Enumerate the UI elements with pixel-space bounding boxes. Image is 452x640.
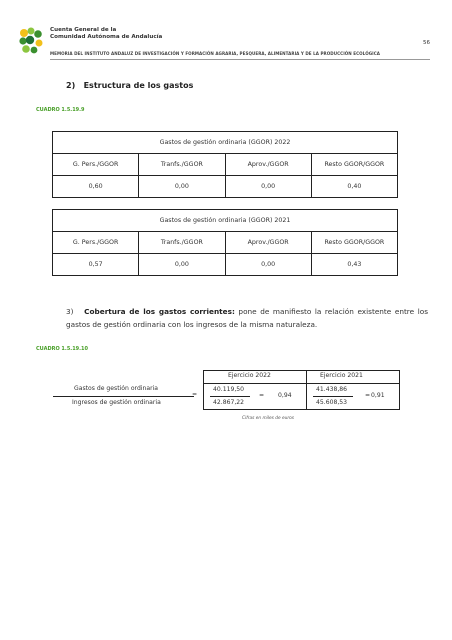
table-header: Tranfs./GGOR xyxy=(139,232,225,254)
year1-numerator: 40.119,50 xyxy=(213,386,245,393)
header-line1: Cuenta General de la xyxy=(50,27,117,33)
table-header: Resto GGOR/GGOR xyxy=(311,232,397,254)
units-note: Cifras en miles de euros xyxy=(242,416,295,421)
year1-fraction-line xyxy=(210,396,250,397)
year1-denominator: 42.867,22 xyxy=(213,399,245,406)
section3-number: 3) xyxy=(66,307,74,316)
table-cell: 0,00 xyxy=(139,176,225,198)
year2-numerator: 41.438,86 xyxy=(316,386,348,393)
equals-sign: = xyxy=(192,391,198,398)
table-header: G. Pers./GGOR xyxy=(53,154,139,176)
table-cell: 0,00 xyxy=(225,254,311,276)
table-cell: 0,57 xyxy=(53,254,139,276)
table-cell: 0,00 xyxy=(225,176,311,198)
table-title: Gastos de gestión ordinaria (GGOR) 2022 xyxy=(53,132,398,154)
year2-equals: = xyxy=(365,392,371,399)
cuadro-label-2: CUADRO 1.5.19.10 xyxy=(36,346,89,352)
table-title: Gastos de gestión ordinaria (GGOR) 2021 xyxy=(53,210,398,232)
table-cell: 0,40 xyxy=(311,176,397,198)
table-header: Resto GGOR/GGOR xyxy=(311,154,397,176)
table-cell: 0,00 xyxy=(139,254,225,276)
page-number: 56 xyxy=(423,40,430,46)
table-cell: 0,60 xyxy=(53,176,139,198)
section3-paragraph xyxy=(66,305,428,331)
section3-text: pone de manifiesto la relación existente entre los gastos de gestión ordinaria con los ingresos de la misma naturaleza. xyxy=(66,307,428,329)
year2-denominator: 45.608,53 xyxy=(316,399,348,406)
ggor-2021-table xyxy=(52,209,398,276)
year1-label: Ejercicio 2022 xyxy=(228,372,271,379)
year1-ratio: 0,94 xyxy=(278,392,292,399)
table-header: Tranfs./GGOR xyxy=(139,154,225,176)
header-line2: Comunidad Autónoma de Andalucía xyxy=(50,34,163,40)
cuadro-label-1: CUADRO 1.5.19.9 xyxy=(36,107,85,113)
denominator-label: Ingresos de gestión ordinaria xyxy=(72,399,161,406)
table-header: Aprov./GGOR xyxy=(225,154,311,176)
header-divider xyxy=(50,59,430,60)
section2-heading xyxy=(66,81,193,90)
ggor-2022-table xyxy=(52,131,398,198)
numerator-label: Gastos de gestión ordinaria xyxy=(74,385,159,392)
year2-ratio: 0,91 xyxy=(371,392,385,399)
section2-number: 2) xyxy=(66,81,76,90)
table-cell: 0,43 xyxy=(311,254,397,276)
junta-andalucia-logo xyxy=(18,26,46,56)
year1-equals: = xyxy=(259,392,265,399)
year2-fraction-line xyxy=(313,396,353,397)
section2-title: Estructura de los gastos xyxy=(83,81,194,90)
section3-bold: Cobertura de los gastos corrientes: xyxy=(84,307,235,316)
fraction-line xyxy=(53,396,194,397)
table-header: G. Pers./GGOR xyxy=(53,232,139,254)
year2-label: Ejercicio 2021 xyxy=(320,372,363,379)
memoria-title: MEMORIA DEL INSTITUTO ANDALUZ DE INVESTIGACIÓN Y FORMACIÓN AGRARIA, PESQUERA, ALIMENTARIA Y DE LA PRODUCCIÓN ECOLÓGICA xyxy=(50,51,380,56)
table-header: Aprov./GGOR xyxy=(225,232,311,254)
